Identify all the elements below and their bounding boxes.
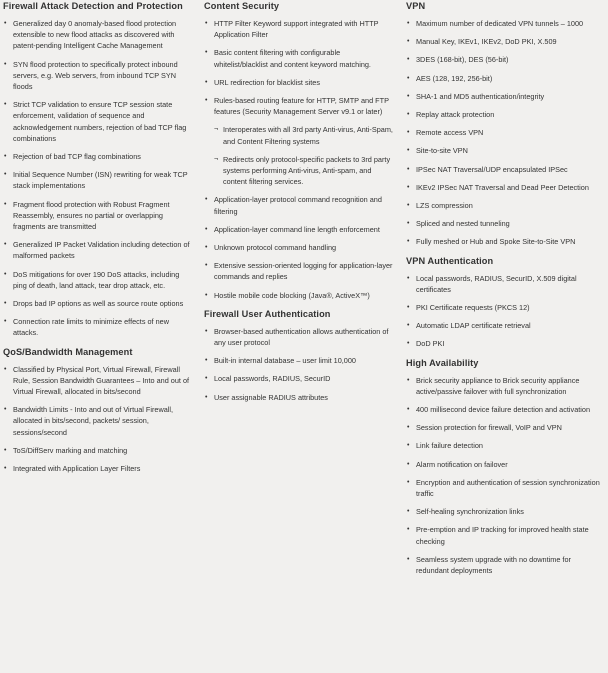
feature-text: Local passwords, RADIUS, SecurID	[214, 374, 331, 384]
bullet-icon: •	[4, 60, 7, 68]
feature-text: Site-to-site VPN	[416, 146, 468, 156]
bullet-icon: •	[4, 270, 7, 278]
bullet-icon: •	[4, 300, 7, 308]
feature-item	[204, 260, 394, 282]
bullet-icon: •	[4, 101, 7, 109]
feature-text: PKI Certificate requests (PKCS 12)	[416, 303, 530, 313]
bullet-icon: •	[407, 183, 410, 191]
feature-text: Self-healing synchronization links	[416, 507, 524, 517]
sub-bullet-icon: ¬	[214, 126, 219, 134]
feature-item	[406, 36, 604, 47]
feature-item	[406, 440, 604, 451]
feature-text: DoD PKI	[416, 339, 445, 349]
feature-text: Local passwords, RADIUS, SecurID, X.509 digital certificates	[416, 273, 577, 294]
feature-text: Encryption and authentication of session synchronization traffic	[416, 477, 600, 499]
feature-text: Hostile mobile code blocking (Java®, ActiveX™)	[214, 290, 370, 300]
feature-text: Built-in internal database – user limit 10,000	[214, 356, 356, 366]
bullet-icon: •	[407, 111, 410, 119]
bullet-icon: •	[407, 322, 410, 330]
feature-text: Seamless system upgrade with no downtime for redundant deployments	[416, 554, 571, 576]
feature-subitem	[204, 124, 394, 146]
feature-item	[204, 47, 394, 69]
feature-text: Replay attack protection	[416, 110, 495, 120]
feature-item	[204, 194, 394, 216]
feature-list-firewall-user-authentication	[204, 326, 394, 403]
feature-item	[406, 459, 604, 470]
feature-subitem	[204, 154, 394, 188]
bullet-icon: •	[205, 393, 208, 401]
bullet-icon: •	[407, 20, 410, 27]
feature-text: LZS compression	[416, 201, 473, 211]
feature-item	[3, 151, 193, 162]
feature-item	[3, 169, 193, 191]
bullet-icon: •	[407, 460, 410, 468]
feature-item	[204, 242, 394, 253]
column-3	[406, 0, 604, 583]
feature-text: Generalized IP Packet Validation including detection of malformed packets	[13, 240, 190, 261]
bullet-icon: •	[407, 147, 410, 155]
feature-text: Fully meshed or Hub and Spoke Site-to-Site VPN	[416, 237, 576, 247]
feature-item	[3, 445, 193, 456]
feature-text: Generalized day 0 anomaly-based flood protection extensible to new flood attacks as discovered with patent-pending Intelligent Cache Management	[13, 19, 177, 51]
feature-subtext: Redirects only protocol-specific packets to 3rd party systems performing Anti-virus, Anti-spam, and content filtering services.	[223, 154, 391, 187]
section-title-firewall-user-authentication: Firewall User Authentication	[204, 308, 331, 319]
bullet-icon: •	[205, 375, 208, 383]
feature-list-vpn-authentication	[406, 273, 604, 350]
feature-text: IPSec NAT Traversal/UDP encapsulated IPSec	[416, 164, 568, 174]
feature-item	[406, 404, 604, 415]
feature-item	[406, 109, 604, 120]
bullet-icon: •	[407, 442, 410, 450]
bullet-icon: •	[407, 508, 410, 516]
feature-text: Rejection of bad TCP flag combinations	[13, 152, 141, 162]
feature-item	[406, 73, 604, 84]
section-title-content-security: Content Security	[204, 1, 280, 11]
feature-text: Pre-emption and IP tracking for improved health state checking	[416, 525, 589, 546]
section-title-firewall-attack-detection-and-protection: Firewall Attack Detection and Protection	[3, 1, 183, 11]
feature-item	[406, 218, 604, 229]
feature-text: Integrated with Application Layer Filters	[13, 464, 141, 474]
feature-text: Session protection for firewall, VoIP and VPN	[416, 423, 562, 433]
section-title-qos-bandwidth-management: QoS/Bandwidth Management	[3, 346, 133, 357]
bullet-icon: •	[407, 478, 410, 486]
feature-list-qos-bandwidth-management	[3, 364, 193, 475]
feature-item	[406, 320, 604, 331]
feature-text: URL redirection for blacklist sites	[214, 77, 320, 87]
section-title-high-availability: High Availability	[406, 357, 479, 368]
section-title-vpn: VPN	[406, 1, 426, 11]
feature-subtext: Interoperates with all 3rd party Anti-virus, Anti-Spam, and Content Filtering systems	[223, 125, 393, 146]
feature-text: 3DES (168-bit), DES (56-bit)	[416, 55, 509, 65]
bullet-icon: •	[407, 274, 410, 282]
feature-item	[406, 375, 604, 397]
bullet-icon: •	[407, 340, 410, 348]
bullet-icon: •	[205, 357, 208, 365]
feature-item	[406, 422, 604, 433]
feature-text: SYN flood protection to specifically protect inbound servers, e.g. Web servers, from inbound TCP SYN floods	[13, 59, 178, 92]
feature-item	[406, 554, 604, 576]
column-1	[3, 0, 193, 481]
bullet-icon: •	[205, 78, 208, 86]
feature-item	[406, 338, 604, 349]
feature-item	[406, 200, 604, 211]
feature-item	[3, 269, 193, 291]
feature-item	[204, 95, 394, 117]
feature-list-high-availability	[406, 375, 604, 577]
feature-item	[3, 199, 193, 233]
feature-item	[3, 364, 193, 398]
feature-item	[3, 59, 193, 93]
bullet-icon: •	[407, 424, 410, 432]
feature-item	[406, 506, 604, 517]
feature-item	[204, 355, 394, 366]
feature-item	[406, 127, 604, 138]
feature-item	[406, 54, 604, 65]
feature-item	[406, 273, 604, 295]
feature-text: Initial Sequence Number (ISN) rewriting for weak TCP stack implementations	[13, 170, 188, 191]
bullet-icon: •	[407, 220, 410, 228]
bullet-icon: •	[4, 406, 7, 414]
bullet-icon: •	[205, 244, 208, 252]
feature-item	[3, 18, 193, 52]
feature-text: SHA-1 and MD5 authentication/integrity	[416, 91, 545, 101]
feature-text: Drops bad IP options as well as source route options	[13, 299, 184, 309]
bullet-icon: •	[4, 153, 7, 161]
feature-item	[3, 404, 193, 438]
bullet-icon: •	[407, 92, 410, 100]
sub-bullet-icon: ¬	[214, 155, 219, 163]
feature-item	[406, 164, 604, 175]
feature-item	[406, 302, 604, 313]
feature-list-vpn	[406, 18, 604, 248]
bullet-icon: •	[407, 238, 410, 246]
feature-item	[406, 182, 604, 193]
feature-text: Fragment flood protection with Robust Fragment Reassembly, ensures no partial or overlapping fragments are transmitted	[13, 199, 170, 232]
bullet-icon: •	[407, 38, 410, 46]
feature-item	[3, 239, 193, 261]
feature-text: Connection rate limits to minimize effects of new attacks.	[13, 317, 170, 338]
bullet-icon: •	[4, 241, 7, 249]
feature-item	[204, 77, 394, 88]
bullet-icon: •	[205, 225, 208, 233]
feature-text: Bandwidth Limits - Into and out of Virtual Firewall, allocated in bits/second, packets/ session, sessions/second	[13, 405, 174, 437]
bullet-icon: •	[4, 200, 7, 208]
feature-text: Spliced and nested tunneling	[416, 219, 510, 229]
feature-text: Alarm notification on failover	[416, 459, 508, 469]
feature-text: HTTP Filter Keyword support integrated with HTTP Application Filter	[214, 19, 379, 40]
bullet-icon: •	[205, 97, 208, 105]
bullet-icon: •	[205, 327, 208, 335]
bullet-icon: •	[407, 74, 410, 82]
bullet-icon: •	[407, 304, 410, 312]
bullet-icon: •	[4, 446, 7, 454]
feature-item	[406, 524, 604, 546]
bullet-icon: •	[205, 291, 208, 299]
bullet-icon: •	[407, 129, 410, 137]
feature-item	[204, 392, 394, 403]
feature-text: Automatic LDAP certificate retrieval	[416, 321, 531, 331]
feature-item	[204, 18, 394, 40]
bullet-icon: •	[407, 406, 410, 414]
feature-item	[406, 145, 604, 156]
bullet-icon: •	[205, 20, 208, 27]
bullet-icon: •	[205, 196, 208, 204]
feature-text: Extensive session-oriented logging for application-layer commands and replies	[214, 261, 393, 282]
feature-text: 400 millisecond device failure detection and activation	[416, 405, 591, 415]
feature-list-content-security	[204, 18, 394, 301]
feature-text: Classified by Physical Port, Virtual Firewall, Firewall Rule, Session Bandwidth Guarantees – Into and out of Virtual Firewall, allocated in bits/second	[13, 364, 190, 397]
bullet-icon: •	[407, 555, 410, 563]
feature-text: AES (128, 192, 256-bit)	[416, 73, 493, 83]
feature-text: IKEv2 IPSec NAT Traversal and Dead Peer Detection	[416, 182, 589, 192]
bullet-icon: •	[205, 262, 208, 270]
bullet-icon: •	[4, 171, 7, 179]
feature-item	[3, 99, 193, 144]
bullet-icon: •	[407, 202, 410, 210]
feature-text: Remote access VPN	[416, 128, 484, 138]
feature-text: Unknown protocol command handling	[214, 243, 337, 253]
feature-text: Basic content filtering with configurable whitelist/blacklist and content keyword matching.	[214, 48, 371, 69]
feature-text: DoS mitigations for over 190 DoS attacks, including ping of death, land attack, tear drop attack, etc.	[13, 269, 180, 290]
bullet-icon: •	[407, 526, 410, 534]
feature-item	[204, 373, 394, 384]
feature-item	[204, 290, 394, 301]
feature-text: Application-layer command line length enforcement	[214, 224, 380, 234]
feature-text: Rules-based routing feature for HTTP, SMTP and FTP features (Security Management Server v9.1 or later)	[214, 96, 389, 117]
feature-item	[204, 224, 394, 235]
bullet-icon: •	[4, 465, 7, 473]
feature-text: User assignable RADIUS attributes	[214, 392, 328, 402]
feature-text: Strict TCP validation to ensure TCP session state enforcement, validation of sequence and acknowledgement numbers, rejection of bad TCP flag combinations	[13, 100, 187, 143]
bullet-icon: •	[407, 376, 410, 384]
feature-item	[204, 326, 394, 348]
bullet-icon: •	[4, 20, 7, 27]
feature-text: Maximum number of dedicated VPN tunnels – 1000	[416, 19, 584, 28]
feature-text: Manual Key, IKEv1, IKEv2, DoD PKI, X.509	[416, 37, 557, 47]
feature-text: Brick security appliance to Brick security appliance active/passive failover with full synchronization	[416, 375, 580, 396]
feature-text: Link failure detection	[416, 441, 483, 451]
feature-item	[406, 236, 604, 247]
section-title-vpn-authentication: VPN Authentication	[406, 255, 494, 266]
feature-list-firewall-attack-detection-and-protection	[3, 18, 193, 339]
feature-item	[406, 18, 604, 29]
feature-item	[406, 91, 604, 102]
bullet-icon: •	[407, 165, 410, 173]
feature-text: Browser-based authentication allows authentication of any user protocol	[214, 326, 389, 348]
feature-item	[3, 463, 193, 474]
feature-item	[3, 298, 193, 309]
bullet-icon: •	[407, 56, 410, 64]
feature-item	[3, 316, 193, 338]
feature-text: Application-layer protocol command recognition and filtering	[214, 195, 382, 216]
bullet-icon: •	[205, 49, 208, 57]
bullet-icon: •	[4, 365, 7, 373]
feature-item	[406, 477, 604, 499]
column-2	[204, 0, 394, 410]
feature-text: ToS/DiffServ marking and matching	[13, 445, 128, 455]
bullet-icon: •	[4, 318, 7, 326]
